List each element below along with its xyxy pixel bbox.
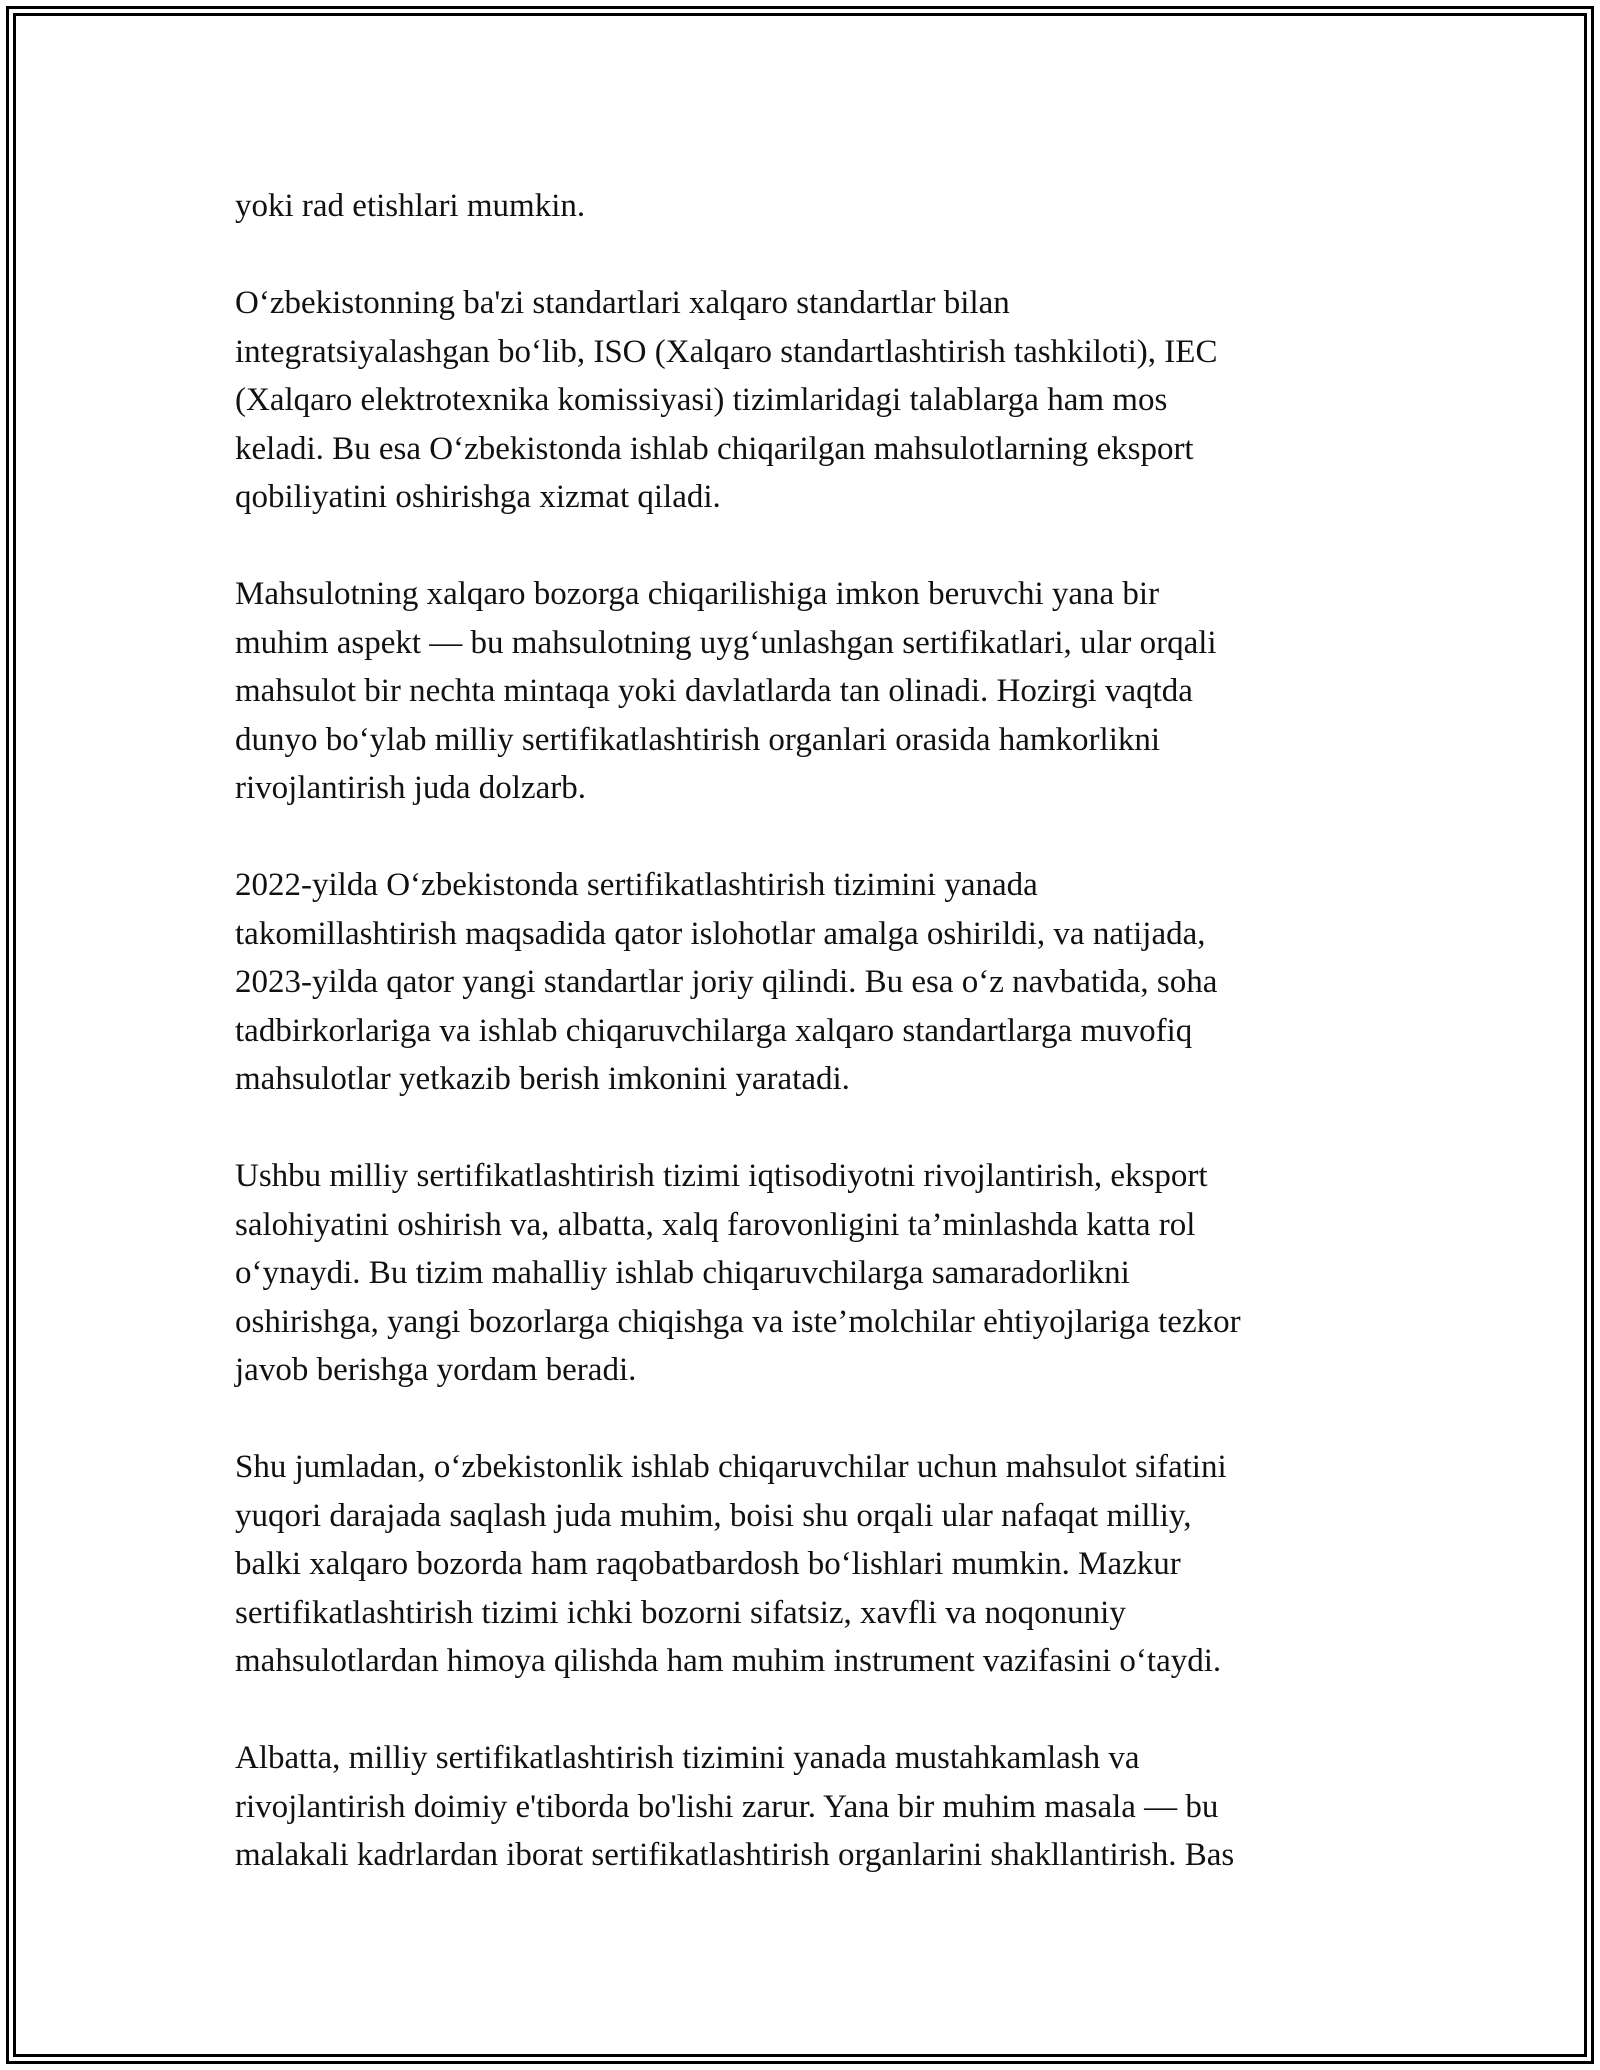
text-line: 2022-yilda O‘zbekistonda sertifikatlashtirish tizimini yanada xyxy=(235,867,1038,903)
text-line: takomillashtirish maqsadida qator islohotlar amalga oshirildi, va natijada, xyxy=(235,915,1206,952)
paragraph-1 xyxy=(235,182,1365,231)
text-line: yoki rad etishlari mumkin. xyxy=(235,188,586,224)
paragraph-4 xyxy=(235,861,1365,1104)
paragraph-5 xyxy=(235,1152,1365,1395)
text-line: qobiliyatini oshirishga xizmat qiladi. xyxy=(235,479,721,515)
text-line: malakali kadrlardan iborat sertifikatlashtirish organlarini shakllantirish. Bas xyxy=(235,1837,1235,1873)
text-line: integratsiyalashgan bo‘lib, ISO (Xalqaro standartlashtirish tashkiloti), IEC xyxy=(235,333,1218,370)
text-line: Albatta, milliy sertifikatlashtirish tizimini yanada mustahkamlash va xyxy=(235,1740,1140,1776)
paragraph-7 xyxy=(235,1734,1365,1880)
text-line: mahsulotlardan himoya qilishda ham muhim instrument vazifasini o‘taydi. xyxy=(235,1643,1222,1679)
text-line: Shu jumladan, o‘zbekistonlik ishlab chiqaruvchilar uchun mahsulot sifatini xyxy=(235,1449,1227,1485)
paragraph-3 xyxy=(235,570,1365,813)
paragraph-6 xyxy=(235,1443,1365,1686)
text-line: rivojlantirish juda dolzarb. xyxy=(235,770,586,806)
document-body xyxy=(235,182,1365,1880)
text-line: rivojlantirish doimiy e'tiborda bo'lishi zarur. Yana bir muhim masala — bu xyxy=(235,1788,1219,1825)
text-line: yuqori darajada saqlash juda muhim, boisi shu orqali ular nafaqat milliy, xyxy=(235,1497,1192,1534)
text-line: keladi. Bu esa O‘zbekistonda ishlab chiqarilgan mahsulotlarning eksport xyxy=(235,430,1194,467)
text-line: o‘ynaydi. Bu tizim mahalliy ishlab chiqaruvchilarga samaradorlikni xyxy=(235,1255,1130,1291)
text-line: salohiyatini oshirish va, albatta, xalq farovonligini ta’minlashda katta rol xyxy=(235,1206,1196,1243)
paragraph-2 xyxy=(235,279,1365,522)
text-line: (Xalqaro elektrotexnika komissiyasi) tizimlaridagi talablarga ham mos xyxy=(235,382,1168,418)
text-line: O‘zbekistonning ba'zi standartlari xalqaro standartlar bilan xyxy=(235,285,1010,321)
text-line: javob berishga yordam beradi. xyxy=(235,1352,637,1388)
text-line: 2023-yilda qator yangi standartlar joriy qilindi. Bu esa o‘z navbatida, soha xyxy=(235,964,1218,1000)
text-line: dunyo bo‘ylab milliy sertifikatlashtirish organlari orasida hamkorlikni xyxy=(235,721,1161,758)
text-line: sertifikatlashtirish tizimi ichki bozorni sifatsiz, xavfli va noqonuniy xyxy=(235,1594,1126,1631)
text-line: Mahsulotning xalqaro bozorga chiqarilishiga imkon beruvchi yana bir xyxy=(235,576,1160,612)
text-line: Ushbu milliy sertifikatlashtirish tizimi iqtisodiyotni rivojlantirish, eksport xyxy=(235,1158,1208,1194)
text-line: balki xalqaro bozorda ham raqobatbardosh bo‘lishlari mumkin. Mazkur xyxy=(235,1546,1181,1582)
text-line: tadbirkorlariga va ishlab chiqaruvchilarga xalqaro standartlarga muvofiq xyxy=(235,1012,1193,1049)
text-line: mahsulot bir nechta mintaqa yoki davlatlarda tan olinadi. Hozirgi vaqtda xyxy=(235,673,1193,709)
text-line: mahsulotlar yetkazib berish imkonini yaratadi. xyxy=(235,1061,850,1097)
text-line: oshirishga, yangi bozorlarga chiqishga va iste’molchilar ehtiyojlariga tezkor xyxy=(235,1303,1241,1340)
text-line: muhim aspekt — bu mahsulotning uyg‘unlashgan sertifikatlari, ular orqali xyxy=(235,624,1217,661)
